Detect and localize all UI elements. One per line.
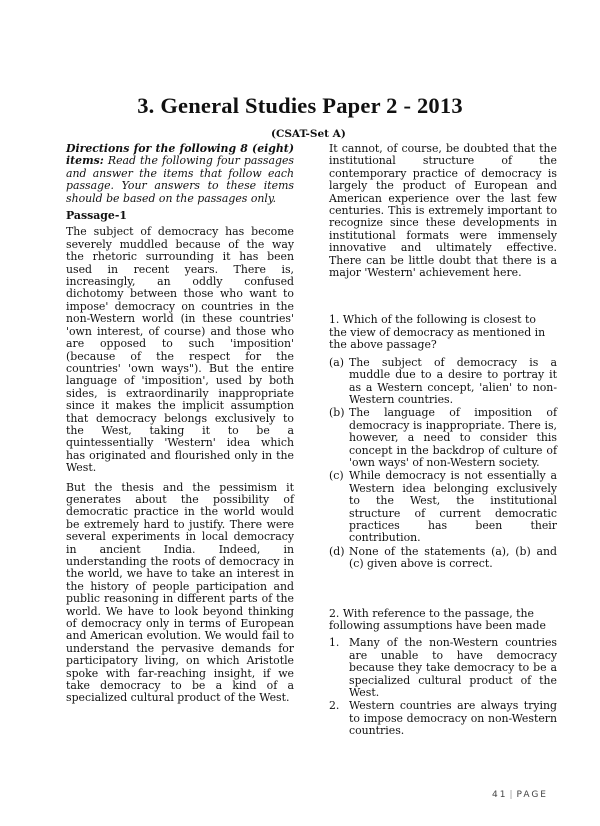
assumption-label: 1.: [329, 636, 340, 650]
question-2-stem: 2. With reference to the passage, the following assumptions have been made: [329, 606, 546, 632]
subtitle-text: (CSAT-Set A): [271, 128, 346, 140]
question-1: [329, 314, 557, 570]
option-label: (c): [329, 469, 344, 483]
page-title: 3. General Studies Paper 2 - 2013: [137, 93, 463, 118]
option-text: The subject of democracy is a muddle due to a desire to portray it as a Western concept, 'alien' to non-Western countries.: [349, 355, 557, 406]
directions: [66, 143, 294, 205]
footer-separator: |: [509, 790, 515, 800]
page-word: PAGE: [516, 790, 548, 800]
left-column: [66, 143, 294, 712]
directions-text: Read the following four passages and answer the items that follow each passage. Your answers to these items should be based on the passages only.: [66, 154, 294, 205]
spacer: [329, 572, 557, 608]
question-2-assumption-1: [329, 637, 557, 699]
question-1-option-c: [329, 470, 557, 544]
passage-paragraph-2: But the thesis and the pessimism it generates about the possibility of democratic practice in the world would be extremely hard to justify. There were several experiments in local democracy in ancient India. Indeed, in understanding the roots of democracy in the world, we have to take an interest in the history of people participation and public reasoning in different parts of the world. We have to look beyond thinking of democracy only in terms of European and American evolution. We would fail to understand the pervasive demands for participatory living, on which Aristotle spoke with far-reaching insight, if we take democracy to be a kind of a specialized cultural product of the West.: [66, 480, 294, 705]
passage-paragraph-3: It cannot, of course, be doubted that the institutional structure of the contemporary practice of democracy is largely the product of European and American experience over the last few centuries. This is extremely important to recognize since these developments in institutional formats were immensely innovative and ultimately effective. There can be little doubt that there is a major 'Western' achievement here.: [329, 142, 557, 280]
option-label: (d): [329, 544, 345, 558]
option-text: While democracy is not essentially a Western idea belonging exclusively to the West, the institutional structure of current democratic practices has been their contribution.: [349, 469, 557, 545]
option-text: None of the statements (a), (b) and (c) given above is correct.: [349, 544, 557, 571]
assumption-text: Western countries are always trying to impose democracy on non-Western countries.: [349, 699, 557, 738]
option-text: The language of imposition of democracy is inappropriate. There is, however, a need to consider this concept in the backdrop of culture of 'own ways' of non-Western society.: [349, 406, 557, 469]
option-label: (b): [329, 406, 345, 420]
question-2: [329, 608, 557, 738]
question-1-option-d: [329, 546, 557, 571]
question-1-stem: 1. Which of the following is closest to the view of democracy as mentioned in the above passage?: [329, 313, 546, 352]
option-label: (a): [329, 355, 344, 369]
assumption-label: 2.: [329, 699, 340, 713]
question-1-option-a: [329, 357, 557, 407]
assumption-text: Many of the non-Western countries are unable to have democracy because they take democracy to be a specialized cultural product of the West.: [349, 636, 557, 700]
question-2-assumption-2: [329, 700, 557, 737]
passage-paragraph-1: The subject of democracy has become severely muddled because of the way the rhetoric surrounding it has been used in recent years. There is, increasingly, an oddly confused dichotomy between those who want to impose' democracy on countries in the non-Western world (in these countries' 'own interest, of course) and those who are opposed to such 'imposition' (because of the respect for the countries' 'own ways"). But the entire language of 'imposition', used by both sides, is extraordinarily inappropriate since it makes the implicit assumption that democracy belongs exclusively to the West, taking it to be a quintessentially 'Western' idea which has originated and flourished only in the West.: [66, 225, 294, 475]
passage-heading: Passage-1: [66, 209, 127, 223]
spacer: [329, 286, 557, 314]
page-footer: [492, 790, 548, 800]
right-column: [329, 143, 557, 739]
directions-lead: Directions for the following 8 (eight) items:: [66, 142, 294, 168]
question-1-option-b: [329, 407, 557, 469]
page-number: 41: [491, 790, 508, 800]
